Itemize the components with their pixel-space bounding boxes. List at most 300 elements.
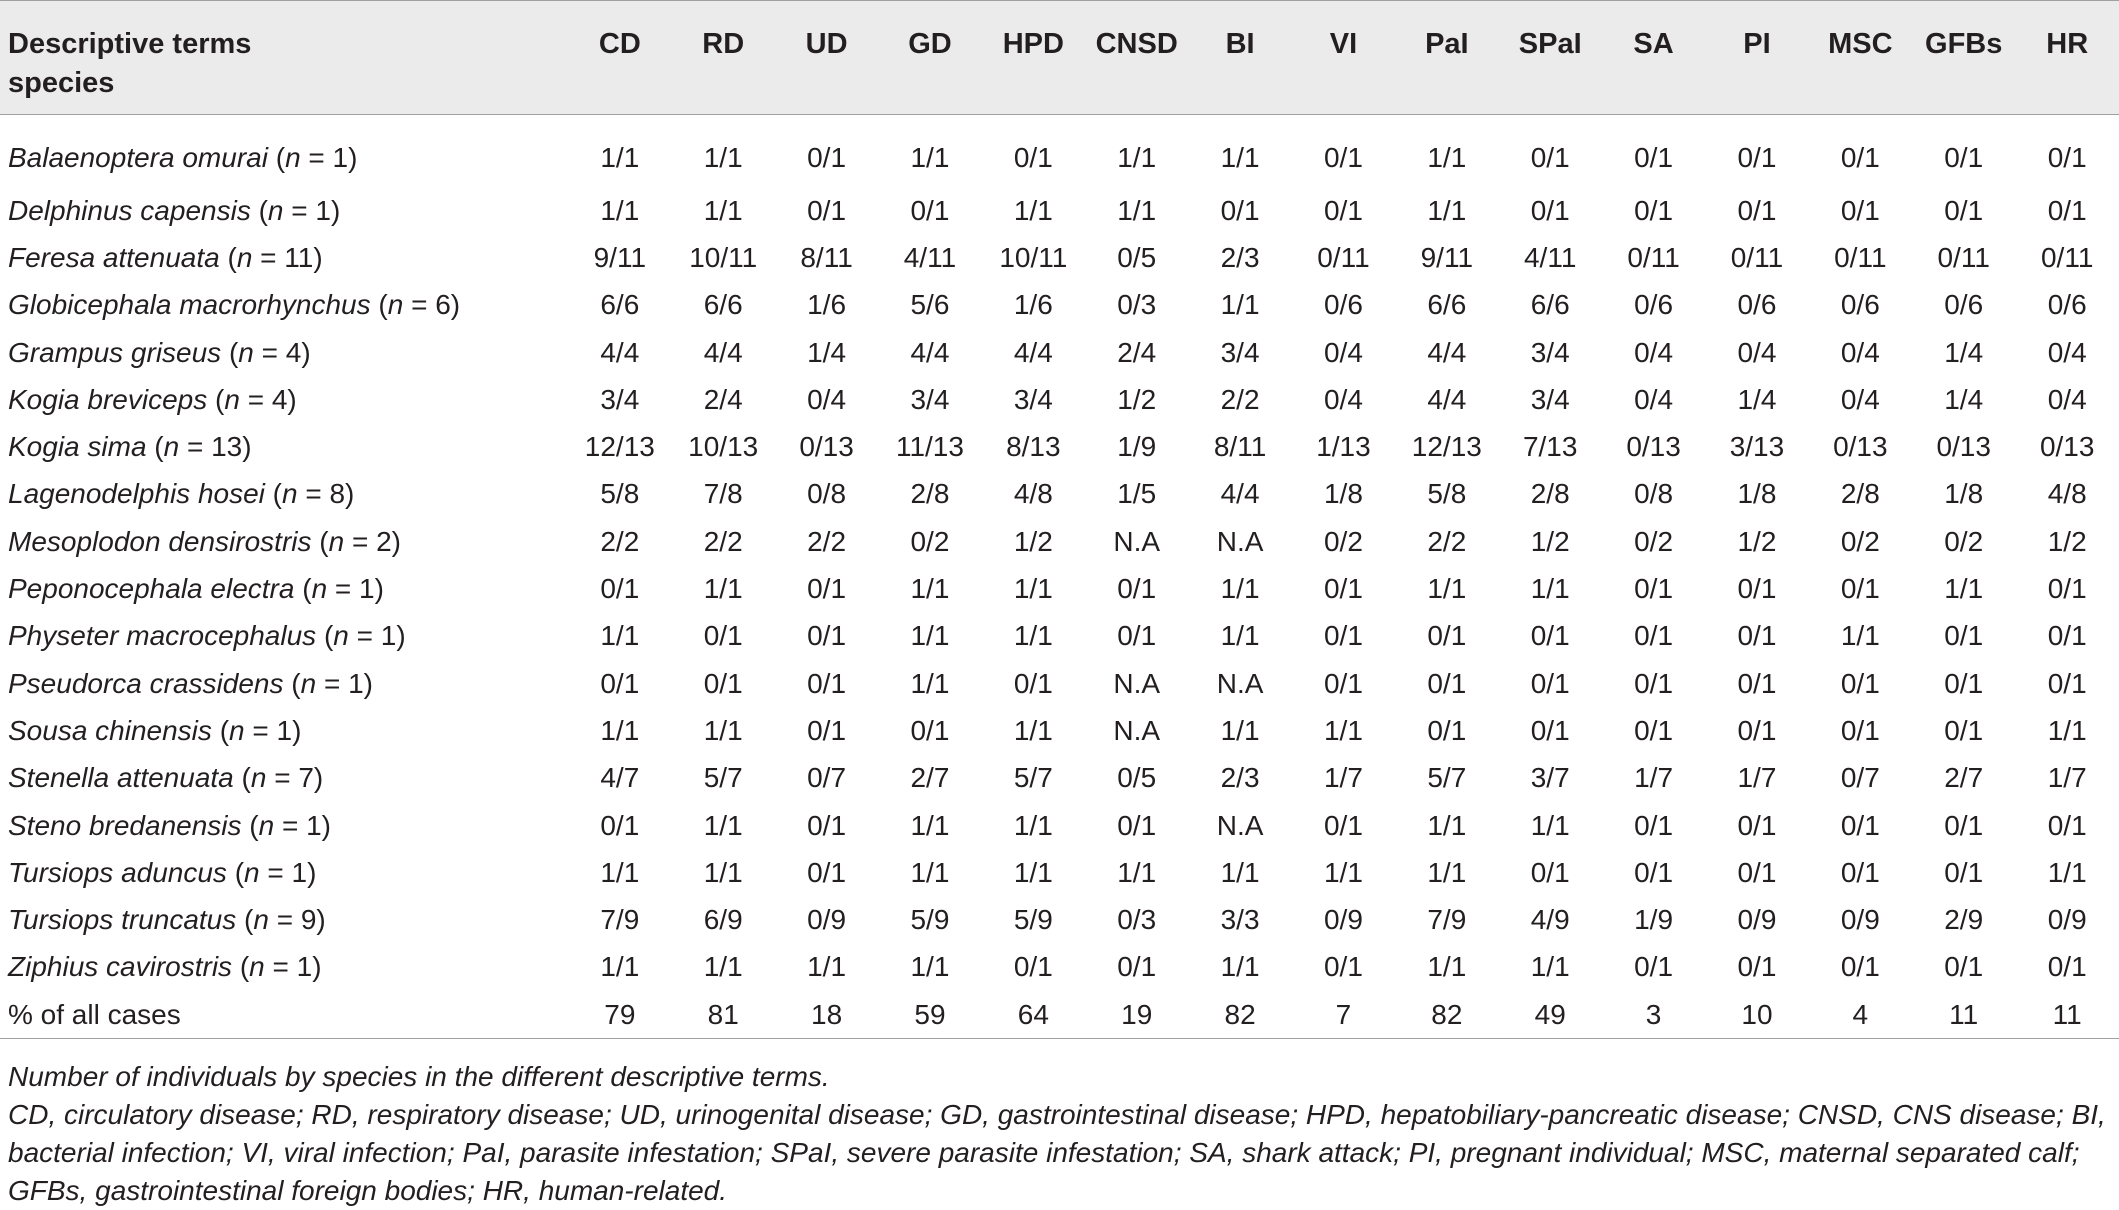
value-cell-rd: 2/4 [703, 383, 743, 415]
value-cell-msc: 0/1 [1840, 951, 1880, 983]
species-count: (n = 11) [227, 241, 323, 273]
value-cell-gfbs: 1/4 [1944, 383, 1984, 415]
total-cell-msc: 4 [1809, 991, 1912, 1039]
species-cell [0, 187, 568, 234]
value-cell-pai: 1/1 [1427, 573, 1467, 605]
value-cell-cd: 0/1 [600, 809, 640, 841]
species-cell [0, 329, 568, 376]
table-row [0, 565, 2119, 612]
value-cell-gd: 1/1 [910, 573, 950, 605]
value-cell-sa: 0/4 [1634, 336, 1674, 368]
value-cell-rd: 10/13 [688, 431, 759, 463]
value-cell-cd: 1/1 [600, 714, 640, 746]
value-cell-sa: 1/9 [1634, 904, 1674, 936]
species-name: Sousa chinensis [8, 714, 212, 746]
species-cell [0, 565, 568, 612]
value-cell-spai: 4/9 [1530, 904, 1570, 936]
value-cell-bi: 1/1 [1220, 620, 1260, 652]
species-count: (n = 1) [323, 620, 406, 652]
species-name: Ziphius cavirostris [8, 951, 233, 983]
value-cell-spai: 0/1 [1530, 856, 1570, 888]
value-cell-bi: 4/4 [1220, 478, 1260, 510]
species-name: Feresa attenuata [8, 241, 220, 273]
value-cell-cnsd: 1/1 [1117, 142, 1157, 173]
value-cell-gd: 5/9 [910, 904, 950, 936]
value-cell-hpd: 1/6 [1013, 289, 1053, 321]
value-cell-rd: 1/1 [703, 194, 743, 226]
table-row [0, 802, 2119, 849]
total-cell-hr: 11 [2015, 991, 2119, 1039]
value-cell-hr: 0/1 [2047, 951, 2087, 983]
species-cell [0, 282, 568, 329]
value-cell-ud: 0/9 [807, 904, 847, 936]
value-cell-ud: 0/1 [807, 194, 847, 226]
table-row [0, 471, 2119, 518]
total-cell-bi: 82 [1188, 991, 1291, 1039]
value-cell-gfbs: 1/1 [1944, 573, 1984, 605]
value-cell-gfbs: 0/1 [1944, 194, 1984, 226]
value-cell-hr: 0/11 [2040, 241, 2094, 273]
value-cell-gfbs: 2/7 [1944, 762, 1984, 794]
total-cell-gfbs: 11 [1912, 991, 2015, 1039]
value-cell-gfbs: 0/11 [1937, 241, 1990, 273]
value-cell-hr: 0/1 [2047, 620, 2087, 652]
value-cell-rd: 0/1 [703, 620, 743, 652]
value-cell-pai: 12/13 [1411, 431, 1482, 463]
value-cell-gfbs: 2/9 [1944, 904, 1984, 936]
value-cell-spai: 0/1 [1530, 620, 1570, 652]
value-cell-gfbs: 0/1 [1944, 714, 1984, 746]
value-cell-msc: 0/1 [1840, 142, 1880, 173]
species-cell [0, 471, 568, 518]
value-cell-sa: 1/7 [1634, 762, 1674, 794]
value-cell-ud: 0/7 [807, 762, 847, 794]
value-cell-rd: 2/2 [703, 525, 743, 557]
column-header-vi: VI [1292, 1, 1395, 115]
value-cell-cd: 2/2 [600, 525, 640, 557]
value-cell-hpd: 1/1 [1013, 620, 1053, 652]
footnote-line: Number of individuals by species in the different descriptive terms. [8, 1061, 830, 1092]
value-cell-msc: 0/1 [1840, 194, 1880, 226]
species-count: (n = 13) [154, 431, 252, 463]
value-cell-msc: 0/1 [1840, 573, 1880, 605]
value-cell-bi: 1/1 [1220, 142, 1260, 173]
value-cell-ud: 0/1 [807, 714, 847, 746]
total-cell-hpd: 64 [982, 991, 1085, 1039]
value-cell-cd: 7/9 [600, 904, 640, 936]
value-cell-ud: 0/1 [807, 856, 847, 888]
value-cell-gfbs: 0/2 [1944, 525, 1984, 557]
column-header-rd: RD [672, 1, 775, 115]
table-row [0, 376, 2119, 423]
value-cell-hr: 1/7 [2047, 762, 2087, 794]
value-cell-cd: 1/1 [600, 194, 640, 226]
value-cell-vi: 1/1 [1323, 714, 1363, 746]
value-cell-vi: 0/1 [1323, 809, 1363, 841]
value-cell-sa: 0/11 [1627, 241, 1680, 273]
value-cell-vi: 0/1 [1323, 573, 1363, 605]
species-cell [0, 115, 568, 188]
value-cell-hr: 0/1 [2047, 667, 2087, 699]
value-cell-pai: 0/1 [1427, 714, 1467, 746]
value-cell-gfbs: 0/1 [1944, 142, 1984, 173]
value-cell-pi: 0/9 [1737, 904, 1777, 936]
footnote-line: GFBs, gastrointestinal foreign bodies; HR, human-related. [8, 1175, 728, 1206]
value-cell-pi: 0/1 [1737, 714, 1777, 746]
species-name: Globicephala macrorhynchus [8, 289, 371, 321]
value-cell-cd: 1/1 [600, 856, 640, 888]
value-cell-rd: 1/1 [703, 714, 743, 746]
value-cell-vi: 0/2 [1323, 525, 1363, 557]
species-cell [0, 423, 568, 470]
value-cell-hr: 1/1 [2047, 714, 2087, 746]
species-name: Physeter macrocephalus [8, 620, 317, 652]
value-cell-ud: 0/1 [807, 573, 847, 605]
value-cell-gd: 4/11 [903, 241, 957, 273]
value-cell-pai: 2/2 [1427, 525, 1467, 557]
table-row [0, 518, 2119, 565]
value-cell-cnsd: 0/1 [1117, 951, 1157, 983]
column-header-pi: PI [1705, 1, 1808, 115]
value-cell-pi: 0/4 [1737, 336, 1777, 368]
header-line-descriptive-terms: Descriptive terms [8, 28, 252, 60]
value-cell-ud: 0/13 [799, 431, 854, 463]
value-cell-gfbs: 0/1 [1944, 951, 1984, 983]
species-count: (n = 1) [249, 809, 332, 841]
table-row [0, 115, 2119, 188]
table-row [0, 187, 2119, 234]
value-cell-pai: 1/1 [1427, 809, 1467, 841]
species-count: (n = 2) [319, 525, 401, 557]
value-cell-hr: 0/9 [2047, 904, 2087, 936]
value-cell-hr: 0/13 [2039, 431, 2095, 463]
total-cell-cd: 79 [568, 991, 671, 1039]
value-cell-hr: 0/6 [2047, 289, 2087, 321]
value-cell-bi: 1/1 [1220, 573, 1260, 605]
value-cell-gd: 0/1 [910, 194, 950, 226]
value-cell-cnsd: 1/2 [1117, 383, 1157, 415]
value-cell-pi: 0/1 [1737, 809, 1777, 841]
value-cell-ud: 0/8 [807, 478, 847, 510]
value-cell-cnsd: 0/1 [1117, 809, 1157, 841]
total-row-label: % of all cases [0, 991, 568, 1039]
value-cell-vi: 0/1 [1323, 620, 1363, 652]
value-cell-bi: 3/3 [1220, 904, 1260, 936]
value-cell-bi: N.A [1216, 809, 1264, 841]
species-name: Stenella attenuata [8, 762, 234, 794]
value-cell-msc: 2/8 [1840, 478, 1880, 510]
species-count: (n = 1) [258, 194, 341, 226]
value-cell-rd: 1/1 [703, 951, 743, 983]
value-cell-spai: 6/6 [1530, 289, 1570, 321]
species-name: Tursiops aduncus [8, 856, 227, 888]
value-cell-hpd: 3/4 [1013, 383, 1053, 415]
value-cell-cd: 0/1 [600, 573, 640, 605]
species-cell [0, 660, 568, 707]
value-cell-cnsd: 1/9 [1117, 431, 1157, 463]
value-cell-hr: 0/1 [2047, 142, 2087, 173]
value-cell-pi: 0/11 [1730, 241, 1784, 273]
value-cell-sa: 0/1 [1634, 714, 1674, 746]
value-cell-gd: 1/1 [910, 620, 950, 652]
value-cell-msc: 0/1 [1840, 714, 1880, 746]
value-cell-hpd: 1/1 [1013, 573, 1053, 605]
value-cell-spai: 1/1 [1530, 573, 1570, 605]
value-cell-hpd: 5/7 [1013, 762, 1053, 794]
table-row [0, 755, 2119, 802]
table-row [0, 707, 2119, 754]
value-cell-rd: 6/6 [703, 289, 743, 321]
value-cell-bi: 3/4 [1220, 336, 1260, 368]
value-cell-vi: 0/1 [1323, 194, 1363, 226]
value-cell-spai: 0/1 [1530, 194, 1570, 226]
total-cell-vi: 7 [1292, 991, 1395, 1039]
value-cell-hpd: 1/1 [1013, 194, 1053, 226]
value-cell-gfbs: 0/1 [1944, 809, 1984, 841]
value-cell-hpd: 5/9 [1013, 904, 1053, 936]
value-cell-rd: 1/1 [703, 573, 743, 605]
value-cell-cnsd: N.A [1113, 667, 1161, 699]
value-cell-sa: 0/1 [1634, 620, 1674, 652]
species-cell [0, 802, 568, 849]
column-header-sa: SA [1602, 1, 1705, 115]
total-cell-pi: 10 [1705, 991, 1808, 1039]
value-cell-gd: 1/1 [910, 142, 950, 173]
value-cell-cd: 1/1 [600, 951, 640, 983]
value-cell-ud: 0/1 [807, 620, 847, 652]
value-cell-msc: 0/11 [1834, 241, 1887, 273]
value-cell-gfbs: 1/4 [1944, 336, 1984, 368]
value-cell-rd: 4/4 [703, 336, 743, 368]
species-cell [0, 518, 568, 565]
value-cell-hr: 4/8 [2047, 478, 2087, 510]
species-count: (n = 7) [241, 762, 324, 794]
species-name: Balaenoptera omurai [8, 142, 268, 173]
value-cell-pai: 1/1 [1427, 142, 1467, 173]
value-cell-vi: 1/8 [1323, 478, 1363, 510]
value-cell-gd: 3/4 [910, 383, 950, 415]
value-cell-cnsd: 0/1 [1117, 620, 1157, 652]
value-cell-gd: 0/1 [910, 714, 950, 746]
value-cell-pai: 9/11 [1420, 241, 1474, 273]
value-cell-gfbs: 0/1 [1944, 856, 1984, 888]
value-cell-sa: 0/1 [1634, 809, 1674, 841]
value-cell-pai: 4/4 [1427, 383, 1467, 415]
value-cell-hr: 0/1 [2047, 194, 2087, 226]
value-cell-ud: 0/4 [807, 383, 847, 415]
value-cell-gfbs: 0/13 [1936, 431, 1991, 463]
column-header-ud: UD [775, 1, 878, 115]
value-cell-rd: 7/8 [703, 478, 743, 510]
value-cell-msc: 0/1 [1840, 667, 1880, 699]
column-header-gd: GD [878, 1, 981, 115]
value-cell-cd: 0/1 [600, 667, 640, 699]
value-cell-pai: 1/1 [1427, 856, 1467, 888]
value-cell-spai: 2/8 [1530, 478, 1570, 510]
value-cell-hpd: 10/11 [999, 241, 1068, 273]
value-cell-sa: 0/13 [1626, 431, 1681, 463]
value-cell-rd: 10/11 [689, 241, 758, 273]
value-cell-spai: 1/1 [1530, 809, 1570, 841]
value-cell-sa: 0/1 [1634, 194, 1674, 226]
table-footnote [8, 1058, 2108, 1210]
column-header-gfbs: GFBs [1912, 1, 2015, 115]
value-cell-sa: 0/1 [1634, 667, 1674, 699]
species-count: (n = 6) [378, 289, 461, 321]
value-cell-hr: 0/1 [2047, 573, 2087, 605]
value-cell-pi: 0/1 [1737, 620, 1777, 652]
value-cell-cd: 9/11 [593, 241, 647, 273]
value-cell-bi: 8/11 [1213, 431, 1267, 463]
value-cell-spai: 7/13 [1522, 431, 1578, 463]
total-row [0, 991, 2119, 1039]
value-cell-vi: 1/7 [1323, 762, 1363, 794]
value-cell-bi: 1/1 [1220, 289, 1260, 321]
value-cell-msc: 0/4 [1840, 336, 1880, 368]
species-count: (n = 1) [234, 856, 317, 888]
value-cell-cd: 4/4 [600, 336, 640, 368]
total-cell-rd: 81 [672, 991, 775, 1039]
value-cell-pai: 0/1 [1427, 620, 1467, 652]
value-cell-sa: 0/6 [1634, 289, 1674, 321]
value-cell-vi: 0/11 [1317, 241, 1370, 273]
value-cell-gd: 2/7 [910, 762, 950, 794]
value-cell-cd: 1/1 [600, 620, 640, 652]
value-cell-msc: 0/2 [1840, 525, 1880, 557]
value-cell-cnsd: 0/5 [1117, 241, 1157, 273]
value-cell-sa: 0/8 [1634, 478, 1674, 510]
value-cell-cd: 12/13 [584, 431, 655, 463]
column-header-cnsd: CNSD [1085, 1, 1188, 115]
value-cell-hr: 0/4 [2047, 336, 2087, 368]
header-row [0, 1, 2119, 115]
value-cell-cnsd: 0/5 [1117, 762, 1157, 794]
value-cell-spai: 1/1 [1530, 951, 1570, 983]
value-cell-bi: 2/3 [1220, 241, 1260, 273]
value-cell-sa: 0/2 [1634, 525, 1674, 557]
value-cell-cnsd: 1/1 [1117, 856, 1157, 888]
value-cell-sa: 0/4 [1634, 383, 1674, 415]
value-cell-pai: 7/9 [1427, 904, 1467, 936]
value-cell-ud: 1/4 [807, 336, 847, 368]
value-cell-msc: 0/13 [1833, 431, 1888, 463]
species-count: (n = 4) [215, 383, 297, 415]
species-cell [0, 234, 568, 281]
column-header-pai: PaI [1395, 1, 1498, 115]
value-cell-hpd: 4/4 [1013, 336, 1053, 368]
value-cell-gd: 11/13 [895, 431, 964, 463]
species-name: Pseudorca crassidens [8, 667, 284, 699]
value-cell-pi: 1/8 [1737, 478, 1777, 510]
value-cell-spai: 3/4 [1530, 383, 1570, 415]
value-cell-rd: 1/1 [703, 856, 743, 888]
species-name: Delphinus capensis [8, 194, 251, 226]
value-cell-gd: 5/6 [910, 289, 950, 321]
value-cell-sa: 0/1 [1634, 142, 1674, 173]
column-header-msc: MSC [1809, 1, 1912, 115]
table-row [0, 944, 2119, 991]
value-cell-rd: 1/1 [703, 142, 743, 173]
species-count: (n = 1) [239, 951, 322, 983]
value-cell-msc: 0/4 [1840, 383, 1880, 415]
value-cell-ud: 2/2 [807, 525, 847, 557]
value-cell-hr: 1/1 [2047, 856, 2087, 888]
value-cell-cnsd: 0/1 [1117, 573, 1157, 605]
column-header-cd: CD [568, 1, 671, 115]
species-count: (n = 4) [228, 336, 311, 368]
table-row [0, 329, 2119, 376]
value-cell-msc: 0/1 [1840, 809, 1880, 841]
value-cell-pi: 0/6 [1737, 289, 1777, 321]
value-cell-hpd: 8/13 [1006, 431, 1061, 463]
value-cell-bi: N.A [1216, 667, 1264, 699]
value-cell-vi: 0/9 [1323, 904, 1363, 936]
species-name: Grampus griseus [8, 336, 222, 368]
value-cell-vi: 0/4 [1323, 383, 1363, 415]
value-cell-bi: 2/3 [1220, 762, 1260, 794]
value-cell-ud: 8/11 [800, 241, 853, 273]
value-cell-sa: 0/1 [1634, 856, 1674, 888]
value-cell-gd: 0/2 [910, 525, 950, 557]
value-cell-hr: 0/1 [2047, 809, 2087, 841]
value-cell-sa: 0/1 [1634, 573, 1674, 605]
value-cell-spai: 0/1 [1530, 667, 1570, 699]
value-cell-spai: 0/1 [1530, 142, 1570, 173]
value-cell-msc: 0/7 [1840, 762, 1880, 794]
value-cell-hpd: 0/1 [1013, 142, 1053, 173]
species-count: (n = 1) [302, 573, 384, 605]
species-cell [0, 944, 568, 991]
value-cell-ud: 0/1 [807, 809, 847, 841]
value-cell-gd: 4/4 [910, 336, 950, 368]
value-cell-sa: 0/1 [1634, 951, 1674, 983]
species-name: Peponocephala electra [8, 573, 295, 605]
value-cell-msc: 0/6 [1840, 289, 1880, 321]
value-cell-pi: 3/13 [1729, 431, 1785, 463]
value-cell-hpd: 0/1 [1013, 951, 1053, 983]
table-row [0, 282, 2119, 329]
species-name: Lagenodelphis hosei [8, 478, 265, 510]
value-cell-gd: 1/1 [910, 856, 950, 888]
value-cell-vi: 0/1 [1323, 951, 1363, 983]
table-row [0, 423, 2119, 470]
value-cell-cnsd: N.A [1113, 714, 1161, 746]
species-cell [0, 707, 568, 754]
species-count: (n = 1) [291, 667, 373, 699]
value-cell-bi: 2/2 [1220, 383, 1260, 415]
column-header-bi: BI [1188, 1, 1291, 115]
species-count: (n = 8) [272, 478, 355, 510]
table-row [0, 613, 2119, 660]
value-cell-pi: 1/2 [1737, 525, 1777, 557]
value-cell-spai: 1/2 [1530, 525, 1570, 557]
column-header-hpd: HPD [982, 1, 1085, 115]
table-row [0, 234, 2119, 281]
table-header [0, 1, 2119, 115]
species-name: Kogia breviceps [8, 383, 208, 415]
value-cell-pai: 0/1 [1427, 667, 1467, 699]
value-cell-gfbs: 0/6 [1944, 289, 1984, 321]
value-cell-msc: 0/1 [1840, 856, 1880, 888]
value-cell-gd: 2/8 [910, 478, 950, 510]
value-cell-rd: 1/1 [703, 809, 743, 841]
value-cell-spai: 4/11 [1523, 241, 1577, 273]
value-cell-pi: 0/1 [1737, 951, 1777, 983]
value-cell-vi: 1/13 [1316, 431, 1371, 463]
table-row [0, 896, 2119, 943]
value-cell-bi: 1/1 [1220, 856, 1260, 888]
value-cell-hpd: 1/2 [1013, 525, 1053, 557]
